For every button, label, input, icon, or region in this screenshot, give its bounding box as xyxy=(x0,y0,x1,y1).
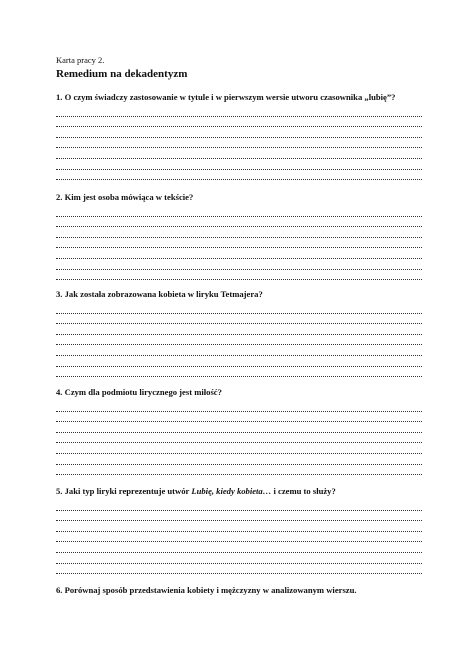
answer-line[interactable] xyxy=(56,148,422,159)
answer-line[interactable] xyxy=(56,454,422,465)
answer-line[interactable] xyxy=(56,170,422,181)
question-3 xyxy=(56,289,422,377)
question-2 xyxy=(56,192,422,280)
worksheet-header xyxy=(56,55,187,81)
answer-lines-3[interactable] xyxy=(56,303,422,377)
question-6-number: 6. xyxy=(56,585,63,595)
answer-line[interactable] xyxy=(56,532,422,543)
answer-line[interactable] xyxy=(56,227,422,238)
answer-line[interactable] xyxy=(56,553,422,564)
answer-line[interactable] xyxy=(56,521,422,532)
answer-line[interactable] xyxy=(56,335,422,346)
answer-line[interactable] xyxy=(56,206,422,217)
answer-line[interactable] xyxy=(56,345,422,356)
answer-line[interactable] xyxy=(56,443,422,454)
answer-line[interactable] xyxy=(56,238,422,249)
question-1 xyxy=(56,92,422,180)
answer-line[interactable] xyxy=(56,511,422,522)
question-2-text xyxy=(56,192,422,203)
answer-line[interactable] xyxy=(56,564,422,575)
question-4-number: 4. xyxy=(56,387,63,397)
answer-lines-5[interactable] xyxy=(56,500,422,574)
question-2-number: 2. xyxy=(56,192,63,202)
answer-line[interactable] xyxy=(56,106,422,117)
answer-lines-1[interactable] xyxy=(56,106,422,180)
answer-line[interactable] xyxy=(56,270,422,281)
question-5-number: 5. xyxy=(56,486,63,496)
answer-line[interactable] xyxy=(56,259,422,270)
question-2-label: Kim jest osoba mówiąca w tekście? xyxy=(64,192,194,202)
question-5-label-start: Jaki typ liryki reprezentuje utwór xyxy=(64,486,192,496)
answer-lines-2[interactable] xyxy=(56,206,422,280)
answer-line[interactable] xyxy=(56,248,422,259)
answer-line[interactable] xyxy=(56,217,422,228)
question-3-text xyxy=(56,289,422,300)
answer-line[interactable] xyxy=(56,356,422,367)
question-4-text xyxy=(56,387,422,398)
question-5-text xyxy=(56,486,422,497)
answer-line[interactable] xyxy=(56,303,422,314)
question-6 xyxy=(56,585,422,596)
question-1-number: 1. xyxy=(56,92,63,102)
sheet-label: Karta pracy 2. xyxy=(56,55,105,65)
answer-line[interactable] xyxy=(56,412,422,423)
question-1-label: O czym świadczy zastosowanie w tytule i w pierwszym wersie utworu czasownika „lubię”? xyxy=(64,92,396,102)
answer-line[interactable] xyxy=(56,500,422,511)
answer-line[interactable] xyxy=(56,159,422,170)
answer-line[interactable] xyxy=(56,324,422,335)
answer-line[interactable] xyxy=(56,422,422,433)
question-4-label: Czym dla podmiotu lirycznego jest miłość? xyxy=(64,387,222,397)
answer-line[interactable] xyxy=(56,542,422,553)
question-6-label: Porównaj sposób przedstawienia kobiety i mężczyzny w analizowanym wierszu. xyxy=(64,585,357,595)
question-3-number: 3. xyxy=(56,289,63,299)
answer-line[interactable] xyxy=(56,314,422,325)
question-6-text xyxy=(56,585,422,596)
answer-line[interactable] xyxy=(56,367,422,378)
answer-line[interactable] xyxy=(56,433,422,444)
question-1-text xyxy=(56,92,422,103)
answer-line[interactable] xyxy=(56,401,422,412)
answer-lines-4[interactable] xyxy=(56,401,422,475)
answer-line[interactable] xyxy=(56,465,422,476)
question-5 xyxy=(56,486,422,574)
question-3-label: Jak została zobrazowana kobieta w liryku Tetmajera? xyxy=(64,289,263,299)
page-title: Remedium na dekadentyzm xyxy=(56,68,188,80)
question-4 xyxy=(56,387,422,475)
question-5-title-italic: Lubię, kiedy kobieta… xyxy=(191,486,272,496)
answer-line[interactable] xyxy=(56,127,422,138)
answer-line[interactable] xyxy=(56,138,422,149)
answer-line[interactable] xyxy=(56,117,422,128)
question-5-label-end: i czemu to służy? xyxy=(271,486,336,496)
